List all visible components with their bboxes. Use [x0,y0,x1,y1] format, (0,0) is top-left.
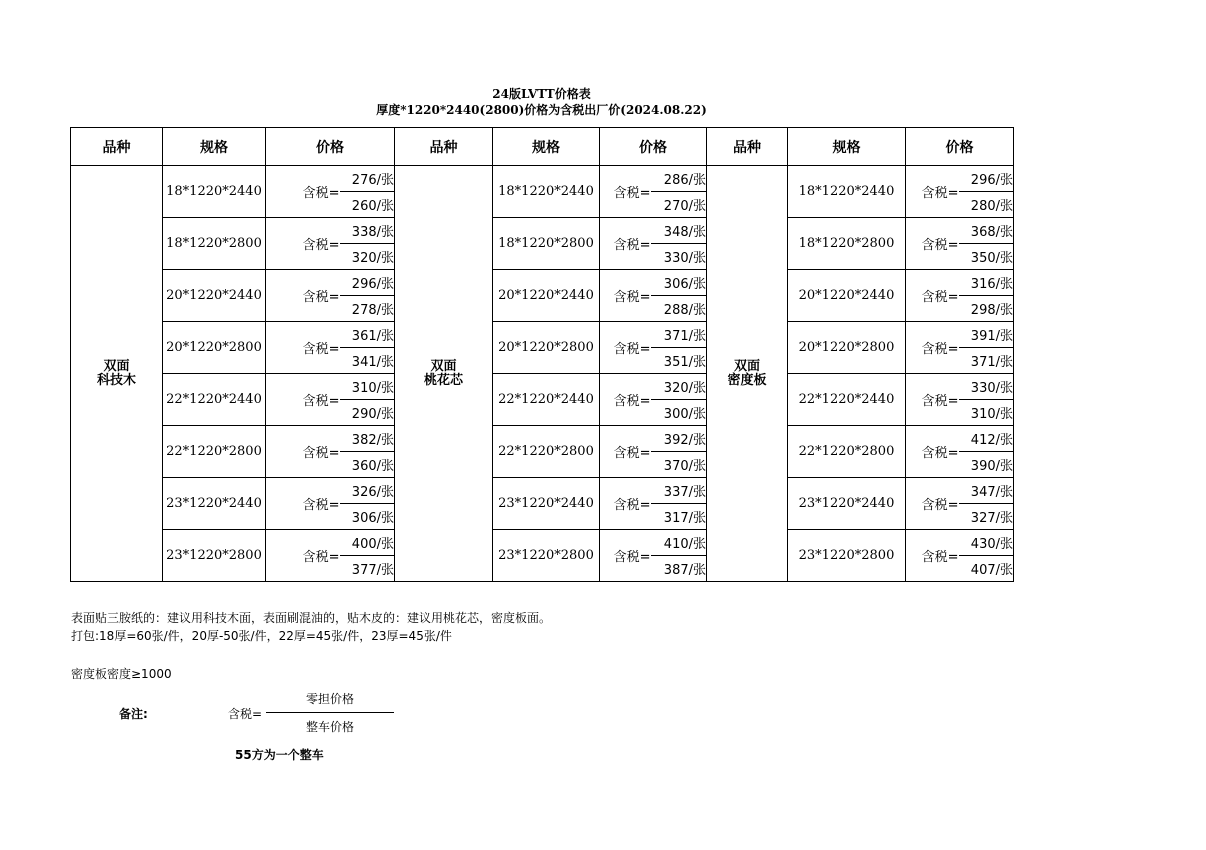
tax-price-cell: 368/张 [959,218,1014,244]
kind-cell [707,166,788,582]
tax-prefix-cell: 含税= [266,166,340,218]
spec-cell: 23*1220*2800 [163,530,266,582]
table-row [71,218,1014,244]
tax-prefix-cell: 含税= [600,218,651,270]
spec-cell: 23*1220*2800 [788,530,906,582]
note-packing: 打包:18厚=60张/件，20厚-50张/件，22厚=45张/件，23厚=45张/件 [71,629,452,643]
kind-label-line: 桃花芯 [423,372,463,388]
net-price-cell: 320/张 [340,244,395,270]
tax-prefix-cell: 含税= [266,270,340,322]
spec-cell: 20*1220*2440 [163,270,266,322]
tax-prefix-cell: 含税= [600,270,651,322]
kind-label-line: 密度板 [727,372,767,388]
spec-cell: 18*1220*2800 [788,218,906,270]
spec-cell: 23*1220*2440 [493,478,600,530]
tax-price-cell: 276/张 [340,166,395,192]
spec-cell: 20*1220*2440 [788,270,906,322]
net-price-cell: 288/张 [651,296,707,322]
header-price: 价格 [266,128,395,166]
remark-label: 备注: [119,707,148,721]
tax-price-cell: 296/张 [340,270,395,296]
tax-prefix-cell: 含税= [600,166,651,218]
net-price-cell: 300/张 [651,400,707,426]
net-price-cell: 280/张 [959,192,1014,218]
note-surface: 表面贴三胺纸的：建议用科技木面，表面刷混油的，贴木皮的：建议用桃花芯，密度板面。 [71,611,552,625]
tax-prefix-cell: 含税= [906,426,959,478]
kind-label-line: 双面 [430,358,457,374]
tax-prefix-cell: 含税= [266,322,340,374]
tax-prefix-cell: 含税= [266,530,340,582]
tax-prefix-cell: 含税= [906,478,959,530]
spec-cell: 18*1220*2440 [163,166,266,218]
tax-price-cell: 382/张 [340,426,395,452]
net-price-cell: 270/张 [651,192,707,218]
net-price-cell: 278/张 [340,296,395,322]
net-price-cell: 327/张 [959,504,1014,530]
spec-cell: 20*1220*2800 [788,322,906,374]
kind-label-line: 双面 [103,358,130,374]
tax-prefix-cell: 含税= [266,374,340,426]
net-price-cell: 306/张 [340,504,395,530]
tax-price-cell: 430/张 [959,530,1014,556]
table-row [71,270,1014,296]
tax-prefix-cell: 含税= [600,478,651,530]
table-row [71,426,1014,452]
tax-prefix-cell: 含税= [600,426,651,478]
kind-cell [395,166,493,582]
page-title: 24版LVTT价格表 [492,87,591,101]
spec-cell: 20*1220*2440 [493,270,600,322]
tax-prefix-cell: 含税= [266,426,340,478]
price-table [70,127,1014,582]
tax-prefix-cell: 含税= [266,478,340,530]
tax-prefix-cell: 含税= [906,218,959,270]
tax-price-cell: 392/张 [651,426,707,452]
spec-cell: 23*1220*2440 [163,478,266,530]
tax-price-cell: 400/张 [340,530,395,556]
tax-price-cell: 337/张 [651,478,707,504]
kind-label-line: 双面 [733,358,760,374]
net-price-cell: 371/张 [959,348,1014,374]
formula-fraction-line [266,712,394,713]
header-price: 价格 [906,128,1014,166]
net-price-cell: 290/张 [340,400,395,426]
header-price: 价格 [600,128,707,166]
tax-prefix-cell: 含税= [906,166,959,218]
truckload-note: 55方为一个整车 [235,748,324,762]
net-price-cell: 330/张 [651,244,707,270]
table-row [71,374,1014,400]
table-row [71,478,1014,504]
header-kind: 品种 [707,128,788,166]
spec-cell: 18*1220*2800 [493,218,600,270]
page-subtitle: 厚度*1220*2440(2800)价格为含税出厂价(2024.08.22) [376,103,707,117]
spec-cell: 22*1220*2440 [493,374,600,426]
tax-price-cell: 286/张 [651,166,707,192]
tax-prefix-cell: 含税= [906,322,959,374]
tax-price-cell: 391/张 [959,322,1014,348]
tax-price-cell: 348/张 [651,218,707,244]
header-kind: 品种 [71,128,163,166]
net-price-cell: 377/张 [340,556,395,582]
net-price-cell: 370/张 [651,452,707,478]
spec-cell: 18*1220*2440 [493,166,600,218]
spec-cell: 23*1220*2440 [788,478,906,530]
kind-cell [71,166,163,582]
net-price-cell: 360/张 [340,452,395,478]
table-row [71,530,1014,556]
tax-price-cell: 361/张 [340,322,395,348]
table-row [71,322,1014,348]
spec-cell: 18*1220*2800 [163,218,266,270]
header-spec: 规格 [163,128,266,166]
tax-price-cell: 330/张 [959,374,1014,400]
tax-price-cell: 296/张 [959,166,1014,192]
tax-price-cell: 338/张 [340,218,395,244]
spec-cell: 20*1220*2800 [493,322,600,374]
net-price-cell: 407/张 [959,556,1014,582]
formula-denominator: 整车价格 [305,720,354,734]
tax-prefix-cell: 含税= [600,374,651,426]
spec-cell: 22*1220*2800 [493,426,600,478]
tax-prefix-cell: 含税= [906,374,959,426]
table-header-row [71,128,1014,166]
tax-price-cell: 306/张 [651,270,707,296]
tax-price-cell: 326/张 [340,478,395,504]
tax-prefix-cell: 含税= [600,322,651,374]
tax-price-cell: 320/张 [651,374,707,400]
net-price-cell: 298/张 [959,296,1014,322]
spec-cell: 18*1220*2440 [788,166,906,218]
net-price-cell: 317/张 [651,504,707,530]
tax-prefix-cell: 含税= [906,270,959,322]
spec-cell: 22*1220*2440 [163,374,266,426]
spec-cell: 22*1220*2800 [163,426,266,478]
formula-numerator: 零担价格 [305,692,354,706]
net-price-cell: 351/张 [651,348,707,374]
spec-cell: 20*1220*2800 [163,322,266,374]
net-price-cell: 390/张 [959,452,1014,478]
net-price-cell: 387/张 [651,556,707,582]
net-price-cell: 310/张 [959,400,1014,426]
tax-price-cell: 412/张 [959,426,1014,452]
tax-price-cell: 310/张 [340,374,395,400]
net-price-cell: 350/张 [959,244,1014,270]
net-price-cell: 341/张 [340,348,395,374]
tax-price-cell: 347/张 [959,478,1014,504]
tax-price-cell: 371/张 [651,322,707,348]
header-spec: 规格 [493,128,600,166]
net-price-cell: 260/张 [340,192,395,218]
tax-prefix-cell: 含税= [906,530,959,582]
header-kind: 品种 [395,128,493,166]
note-density: 密度板密度≥1000 [71,667,172,681]
tax-prefix-cell: 含税= [266,218,340,270]
tax-price-cell: 410/张 [651,530,707,556]
table-row [71,166,1014,192]
header-spec: 规格 [788,128,906,166]
tax-price-cell: 316/张 [959,270,1014,296]
spec-cell: 22*1220*2800 [788,426,906,478]
formula-prefix: 含税= [228,707,263,721]
tax-prefix-cell: 含税= [600,530,651,582]
kind-label-line: 科技木 [96,372,136,388]
spec-cell: 22*1220*2440 [788,374,906,426]
spec-cell: 23*1220*2800 [493,530,600,582]
